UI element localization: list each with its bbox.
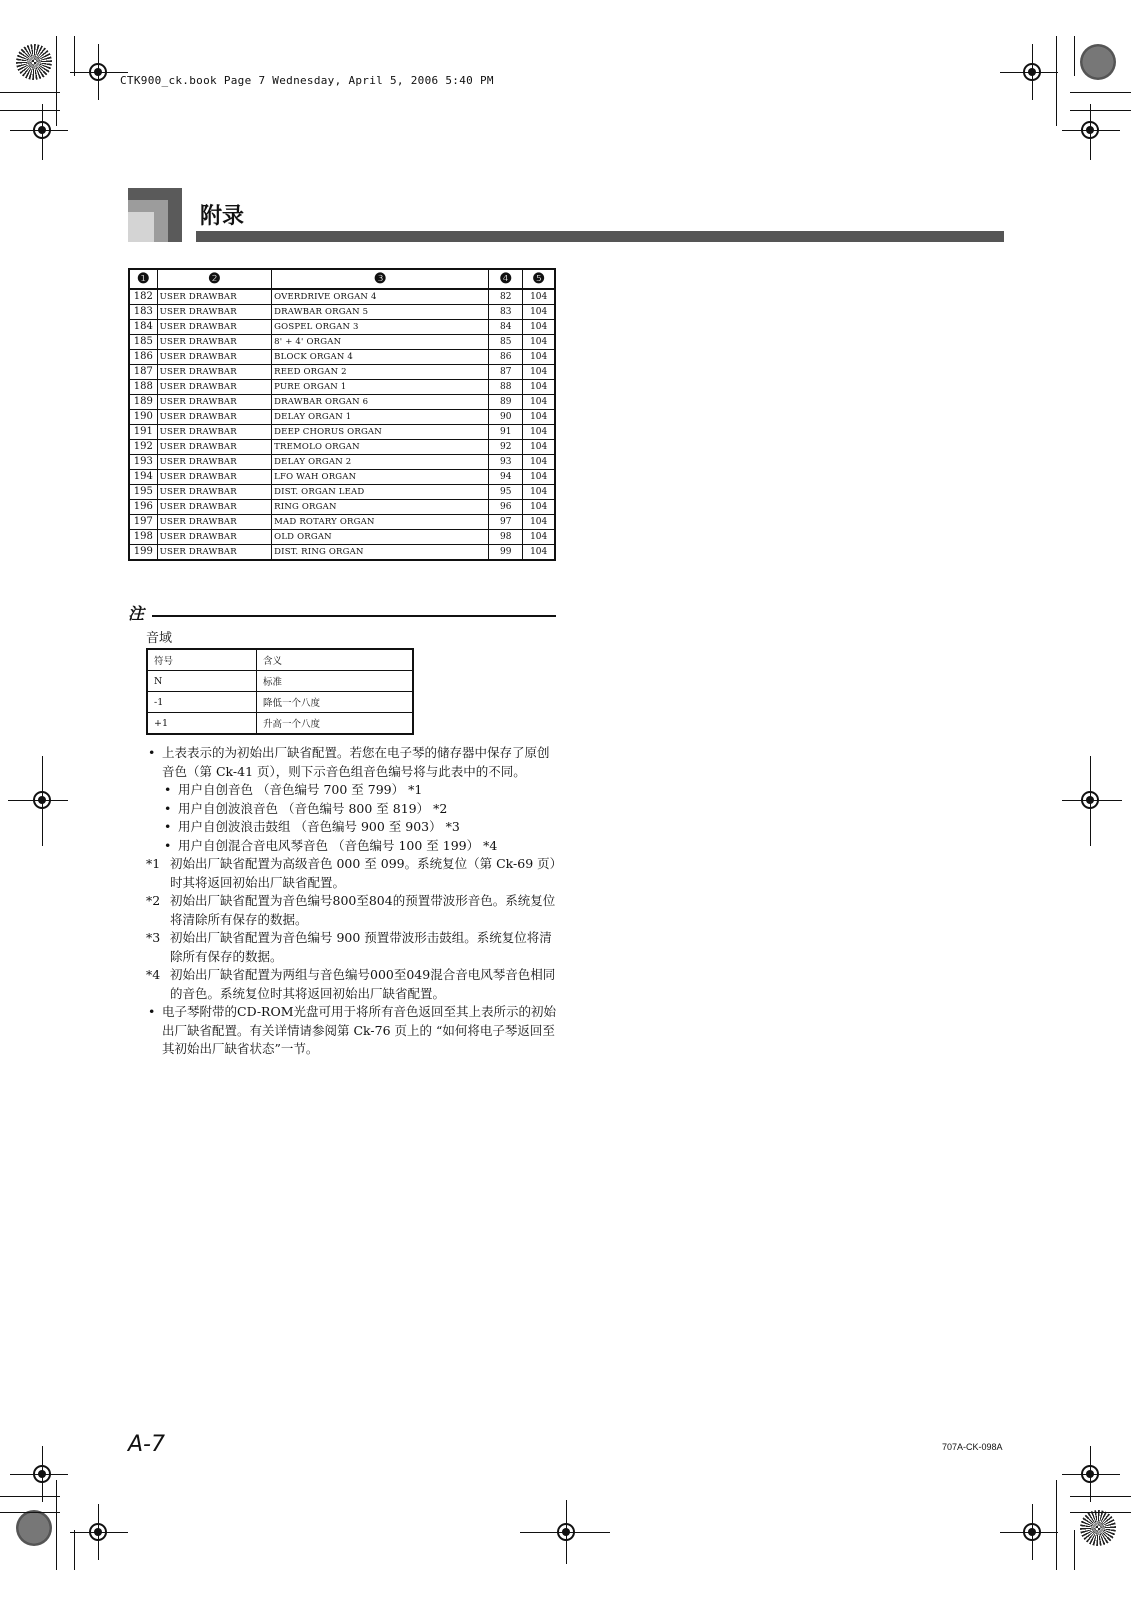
table-cell: 97	[489, 515, 523, 530]
table-row	[129, 335, 555, 350]
table-cell: DEEP CHORUS ORGAN	[272, 425, 489, 440]
table-cell: USER DRAWBAR	[157, 380, 272, 395]
footnote-mark: *2	[146, 893, 161, 908]
table-cell: 184	[129, 320, 157, 335]
table-cell: 104	[523, 289, 555, 305]
voice-table-header	[129, 269, 555, 289]
table-cell: GOSPEL ORGAN 3	[272, 320, 489, 335]
print-header: CTK900_ck.book Page 7 Wednesday, April 5, 2006 5:40 PM	[120, 74, 494, 87]
crop-mark	[1090, 1446, 1091, 1502]
table-cell: 104	[523, 410, 555, 425]
crop-mark	[1062, 800, 1122, 801]
table-row	[129, 455, 555, 470]
footnote-text: 初始出厂缺省配置为高级音色 000 至 099。系统复位（第 Ck-69 页）时其将返回初始出厂缺省配置。	[170, 856, 556, 890]
section-title-graphic	[128, 188, 182, 242]
crop-mark	[74, 36, 75, 76]
range-symbol: -1	[147, 692, 257, 713]
table-cell: DIST. ORGAN LEAD	[272, 485, 489, 500]
table-cell: 84	[489, 320, 523, 335]
range-header-meaning: 含义	[257, 649, 414, 671]
crop-mark	[1062, 1474, 1120, 1475]
registration-star-icon	[1080, 44, 1116, 80]
table-row	[147, 692, 413, 713]
note-sub-item: • 用户自创混合音电风琴音色 （音色编号 100 至 199） *4	[146, 837, 558, 856]
table-cell: 189	[129, 395, 157, 410]
column-header-1: ❶	[129, 269, 157, 289]
table-cell: 85	[489, 335, 523, 350]
document-code: 707A-CK-098A	[942, 1442, 1003, 1452]
table-cell: 92	[489, 440, 523, 455]
table-row	[129, 500, 555, 515]
crop-mark	[1032, 44, 1033, 100]
table-cell: TREMOLO ORGAN	[272, 440, 489, 455]
crop-mark	[42, 104, 43, 160]
table-cell: 88	[489, 380, 523, 395]
footnote-mark: *4	[146, 967, 161, 982]
table-cell: USER DRAWBAR	[157, 515, 272, 530]
range-symbol: +1	[147, 713, 257, 735]
range-title: 音域	[146, 631, 173, 646]
table-cell: 104	[523, 425, 555, 440]
page-title: 附录	[200, 204, 245, 229]
crop-mark	[8, 800, 68, 801]
crop-mark	[1070, 92, 1131, 93]
table-cell: 104	[523, 350, 555, 365]
table-cell: 104	[523, 395, 555, 410]
registration-star-icon	[16, 44, 52, 80]
table-row	[129, 365, 555, 380]
table-cell: USER DRAWBAR	[157, 410, 272, 425]
table-cell: 95	[489, 485, 523, 500]
table-cell: USER DRAWBAR	[157, 485, 272, 500]
table-cell: 83	[489, 305, 523, 320]
table-cell: USER DRAWBAR	[157, 425, 272, 440]
table-cell: 188	[129, 380, 157, 395]
table-cell: 87	[489, 365, 523, 380]
crop-mark	[1070, 110, 1131, 111]
table-cell: USER DRAWBAR	[157, 530, 272, 545]
note-label: 注	[128, 604, 145, 623]
crop-mark	[74, 1530, 75, 1570]
table-cell: PURE ORGAN 1	[272, 380, 489, 395]
table-cell: 104	[523, 485, 555, 500]
table-cell: DELAY ORGAN 1	[272, 410, 489, 425]
table-cell: USER DRAWBAR	[157, 365, 272, 380]
table-row	[129, 410, 555, 425]
registration-star-icon	[1080, 1510, 1116, 1546]
table-cell: 192	[129, 440, 157, 455]
crop-mark	[56, 1480, 57, 1570]
crop-mark	[1056, 1480, 1057, 1570]
crop-mark	[42, 1446, 43, 1502]
table-cell: OVERDRIVE ORGAN 4	[272, 289, 489, 305]
crop-mark	[1000, 1532, 1058, 1533]
crop-mark	[10, 1474, 68, 1475]
table-row	[129, 485, 555, 500]
table-cell: USER DRAWBAR	[157, 335, 272, 350]
table-cell: USER DRAWBAR	[157, 455, 272, 470]
crop-mark	[1056, 36, 1057, 126]
table-row	[129, 425, 555, 440]
table-cell: USER DRAWBAR	[157, 545, 272, 561]
crop-mark	[10, 130, 68, 131]
note-sub-item: • 用户自创波浪音色 （音色编号 800 至 819） *2	[146, 800, 558, 819]
table-cell: 96	[489, 500, 523, 515]
table-cell: USER DRAWBAR	[157, 350, 272, 365]
table-cell: DRAWBAR ORGAN 6	[272, 395, 489, 410]
table-cell: 82	[489, 289, 523, 305]
table-row	[129, 515, 555, 530]
crop-mark	[1074, 36, 1075, 76]
footnote-mark: *3	[146, 930, 161, 945]
crop-mark	[56, 36, 57, 126]
crop-mark	[0, 110, 60, 111]
table-cell: DIST. RING ORGAN	[272, 545, 489, 561]
table-cell: 86	[489, 350, 523, 365]
table-cell: 196	[129, 500, 157, 515]
table-cell: USER DRAWBAR	[157, 500, 272, 515]
table-cell: USER DRAWBAR	[157, 320, 272, 335]
range-table	[146, 648, 414, 735]
table-cell: 104	[523, 530, 555, 545]
note-sub-item: • 用户自创波浪击鼓组 （音色编号 900 至 903） *3	[146, 818, 558, 837]
table-row	[129, 530, 555, 545]
table-row	[129, 289, 555, 305]
table-cell: 185	[129, 335, 157, 350]
table-row	[147, 671, 413, 692]
table-cell: 198	[129, 530, 157, 545]
column-header-5: ❺	[523, 269, 555, 289]
note-divider	[152, 615, 556, 617]
column-header-2: ❷	[157, 269, 272, 289]
table-cell: 93	[489, 455, 523, 470]
table-cell: 195	[129, 485, 157, 500]
crop-mark	[98, 1504, 99, 1560]
range-meaning: 升高一个八度	[257, 713, 414, 735]
title-underline-bar	[196, 231, 1004, 242]
table-cell: 194	[129, 470, 157, 485]
crop-mark	[1090, 104, 1091, 160]
crop-mark	[70, 1532, 128, 1533]
table-cell: 186	[129, 350, 157, 365]
column-header-3: ❸	[272, 269, 489, 289]
table-cell: 104	[523, 320, 555, 335]
table-cell: 99	[489, 545, 523, 561]
crop-mark	[520, 1532, 610, 1533]
table-row	[129, 545, 555, 561]
column-header-4: ❹	[489, 269, 523, 289]
table-cell: 193	[129, 455, 157, 470]
table-row	[129, 320, 555, 335]
crop-mark	[70, 72, 128, 73]
range-symbol: N	[147, 671, 257, 692]
range-meaning: 降低一个八度	[257, 692, 414, 713]
footnote-mark: *1	[146, 856, 161, 871]
table-cell: 187	[129, 365, 157, 380]
footnote-text: 初始出厂缺省配置为音色编号 900 预置带波形击鼓组。系统复位将清除所有保存的数据。	[170, 930, 552, 964]
table-cell: 104	[523, 545, 555, 561]
crop-mark	[1070, 1512, 1131, 1513]
table-cell: LFO WAH ORGAN	[272, 470, 489, 485]
table-cell: 91	[489, 425, 523, 440]
table-row	[129, 440, 555, 455]
crop-mark	[1000, 72, 1058, 73]
crop-mark	[1070, 1496, 1131, 1497]
table-row	[147, 649, 413, 671]
table-cell: USER DRAWBAR	[157, 289, 272, 305]
table-cell: REED ORGAN 2	[272, 365, 489, 380]
page-number: A-7	[128, 1432, 165, 1457]
note-bullet: • 电子琴附带的CD-ROM光盘可用于将所有音色返回至其上表所示的初始出厂缺省配置。有关详情请参阅第 Ck-76 页上的 “如何将电子琴返回至其初始出厂缺省状态”一节。	[146, 1003, 558, 1059]
footnote-text: 初始出厂缺省配置为两组与音色编号000至049混合音电风琴音色相同的音色。系统复位时其将返回初始出厂缺省配置。	[170, 967, 556, 1001]
table-cell: 8' + 4' ORGAN	[272, 335, 489, 350]
note-body	[146, 744, 558, 1059]
footnote	[146, 892, 558, 929]
table-cell: 104	[523, 440, 555, 455]
table-cell: OLD ORGAN	[272, 530, 489, 545]
crop-mark	[0, 92, 60, 93]
table-cell: 89	[489, 395, 523, 410]
table-cell: 104	[523, 500, 555, 515]
registration-star-icon	[16, 1510, 52, 1546]
table-cell: USER DRAWBAR	[157, 395, 272, 410]
note-bullet: • 上表表示的为初始出厂缺省配置。若您在电子琴的储存器中保存了原创音色（第 Ck-41 页），则下示音色组音色编号将与此表中的不同。	[146, 744, 558, 781]
crop-mark	[1074, 1530, 1075, 1570]
table-cell: 104	[523, 335, 555, 350]
crop-mark	[566, 1500, 567, 1564]
table-cell: RING ORGAN	[272, 500, 489, 515]
crop-mark	[98, 44, 99, 100]
table-cell: DELAY ORGAN 2	[272, 455, 489, 470]
table-cell: BLOCK ORGAN 4	[272, 350, 489, 365]
table-cell: 98	[489, 530, 523, 545]
table-row	[129, 305, 555, 320]
table-cell: 197	[129, 515, 157, 530]
range-meaning: 标准	[257, 671, 414, 692]
note-sub-item: • 用户自创音色 （音色编号 700 至 799） *1	[146, 781, 558, 800]
table-cell: 191	[129, 425, 157, 440]
table-cell: 90	[489, 410, 523, 425]
table-row	[129, 380, 555, 395]
table-cell: USER DRAWBAR	[157, 305, 272, 320]
table-cell: 104	[523, 515, 555, 530]
crop-mark	[1032, 1504, 1033, 1560]
footnote-text: 初始出厂缺省配置为音色编号800至804的预置带波形音色。系统复位将清除所有保存的数据。	[170, 893, 556, 927]
crop-mark	[1062, 130, 1120, 131]
table-cell: 104	[523, 380, 555, 395]
table-row	[129, 470, 555, 485]
table-cell: 190	[129, 410, 157, 425]
crop-mark	[1090, 756, 1091, 846]
table-cell: 104	[523, 455, 555, 470]
table-cell: USER DRAWBAR	[157, 440, 272, 455]
crop-mark	[0, 1512, 60, 1513]
table-row	[129, 350, 555, 365]
range-header-symbol: 符号	[147, 649, 257, 671]
table-cell: 104	[523, 305, 555, 320]
table-cell: 199	[129, 545, 157, 561]
table-cell: 104	[523, 470, 555, 485]
footnote	[146, 966, 558, 1003]
crop-mark	[0, 1496, 60, 1497]
table-cell: MAD ROTARY ORGAN	[272, 515, 489, 530]
footnote	[146, 929, 558, 966]
crop-mark	[42, 756, 43, 846]
table-cell: 104	[523, 365, 555, 380]
table-cell: DRAWBAR ORGAN 5	[272, 305, 489, 320]
table-row	[129, 395, 555, 410]
footnote	[146, 855, 558, 892]
table-cell: 183	[129, 305, 157, 320]
table-row	[147, 713, 413, 735]
table-cell: USER DRAWBAR	[157, 470, 272, 485]
table-cell: 182	[129, 289, 157, 305]
voice-table	[128, 268, 556, 561]
table-cell: 94	[489, 470, 523, 485]
